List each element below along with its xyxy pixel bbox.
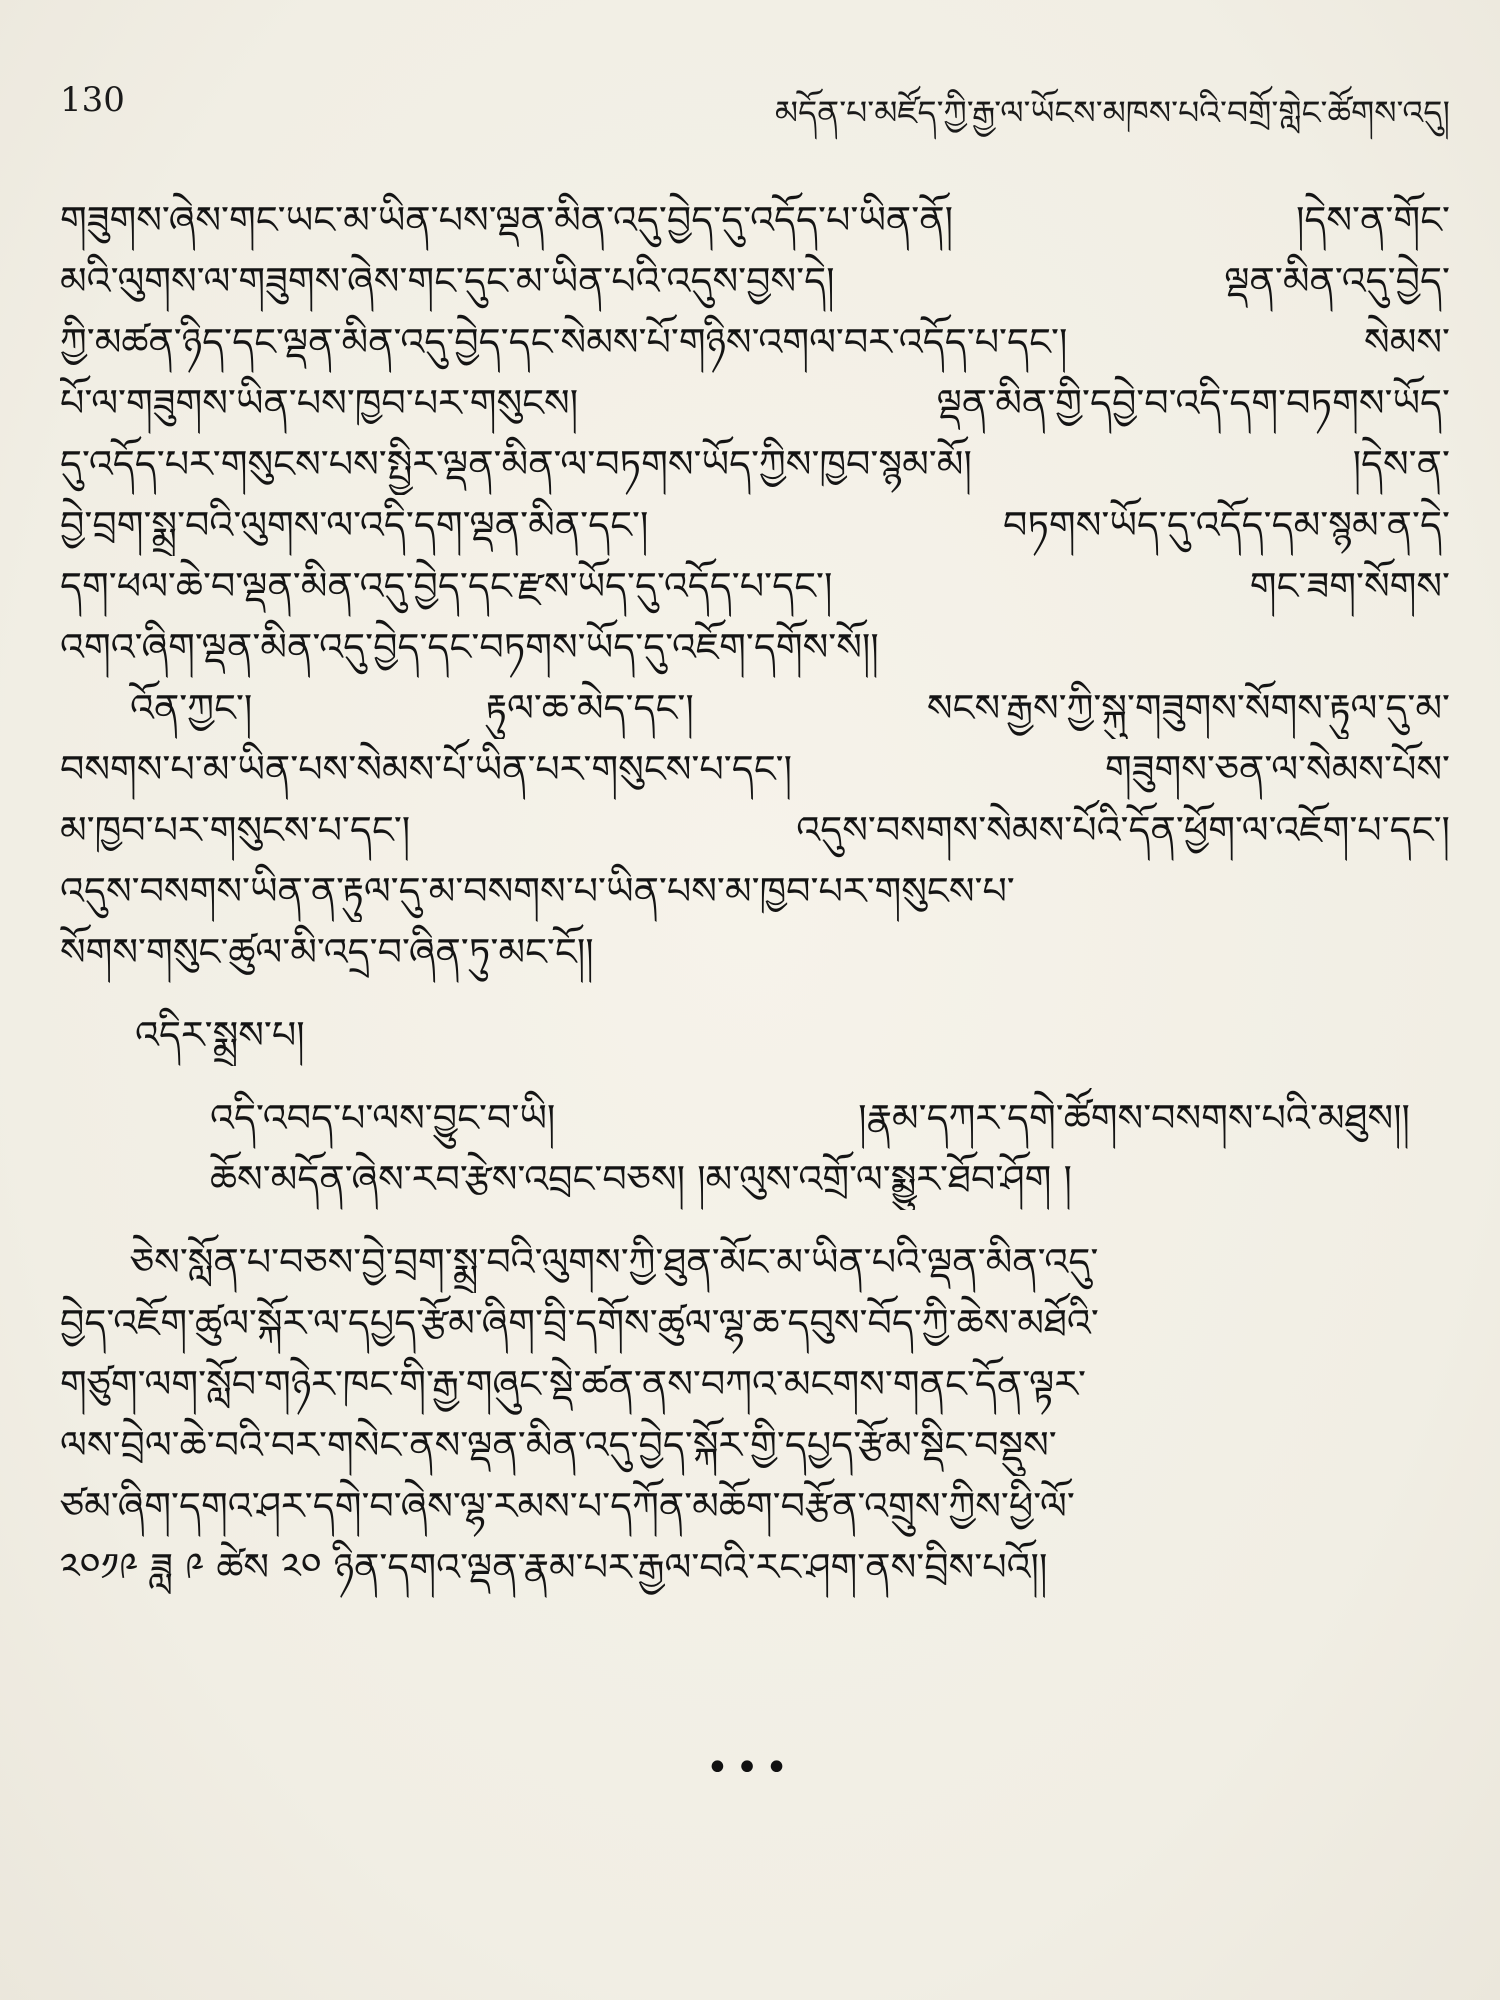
verse-line: ཆོས་མདོན་ཞེས་རབ་རྩེས་འབྲང་བཅས། །མ་ལུས་འགྲོ་ལ་སྨྱུར་ཐོབ་ཤོག ། xyxy=(210,1157,1072,1201)
text-line: ལས་བྲེལ་ཆེ་བའི་བར་གསེང་ནས་ལྡན་མིན་འདུ་བྱེད་སྐོར་གྱི་དཔྱད་རྩོམ་སྡིང་བསྡུས་ xyxy=(60,1423,1057,1467)
closing-paragraph xyxy=(60,1232,1450,1598)
text-line: བསགས་པ་མ་ཡིན་པས་སེམས་པོ་ཡིན་པར་གསུངས་པ་དང་། གཟུགས་ཅན་ལ་སེམས་པོས་ xyxy=(60,747,1450,791)
text-line: པོ་ལ་གཟུགས་ཡིན་པས་ཁྱབ་པར་གསུངས། ལྡན་མིན་གྱི་དབྱེ་བ་འདི་དག་བཏགས་ཡོད་ xyxy=(60,381,1450,425)
page-header xyxy=(60,72,1450,132)
verse xyxy=(60,1088,1450,1210)
spacer xyxy=(60,983,1450,1005)
text-line: གཟུགས་ཞེས་གང་ཡང་མ་ཡིན་པས་ལྡན་མིན་འདུ་བྱེད་དུ་འདོད་པ་ཡིན་ནོ། །དེས་ན་གོང་ xyxy=(60,198,1450,242)
text-line: དག་ཕལ་ཆེ་བ་ལྡན་མིན་འདུ་བྱེད་དང་རྫས་ཡོད་དུ་འདོད་པ་དང་། གང་ཟག་སོགས་ xyxy=(60,564,1450,608)
text-line: འདུས་བསགས་ཡིན་ན་རྟུལ་དུ་མ་བསགས་པ་ཡིན་པས་མ་ཁྱབ་པར་གསུངས་པ་ xyxy=(60,869,1015,913)
text-line: ཙམ་ཞིག་དགའ་ཤར་དགེ་བ་ཞེས་ལྷ་རམས་པ་དཀོན་མཆོག་བརྩོན་འགྲུས་ཀྱིས་ཕྱི་ལོ་ xyxy=(60,1484,1075,1528)
body-text xyxy=(60,190,1450,1598)
text-line: མ་ཁྱབ་པར་གསུངས་པ་དང་། འདུས་བསགས་སེམས་པོའི་དོན་ཕྱོག་ལ་འཇོག་པ་དང་། xyxy=(60,808,1450,852)
text-line: འོན་ཀྱང་། རྟུལ་ཆ་མེད་དང་། སངས་རྒྱས་ཀྱི་སྐུ་གཟུགས་སོགས་རྟུལ་དུ་མ་ xyxy=(130,686,1450,730)
text-line: སོགས་གསུང་ཚུལ་མི་འདྲ་བ་ཞིན་ཏུ་མང་ངོ།། xyxy=(60,930,594,974)
page-number: 130 xyxy=(60,80,125,120)
verse-line: འདི་འབད་པ་ལས་བྱུང་བ་ཡི། །རྣམ་དཀར་དགེ་ཚོགས་བསགས་པའི་མཐུས།། xyxy=(210,1096,1410,1140)
text-line: མའི་ལུགས་ལ་གཟུགས་ཞེས་གང་དུང་མ་ཡིན་པའི་འདུས་བྱས་དེ། ལྡན་མིན་འདུ་བྱེད་ xyxy=(60,259,1450,303)
running-title: མདོན་པ་མཛོད་ཀྱི་རྒྱ་ལ་ཡོངས་མཁས་པའི་བགྲོ་གླེང་ཚོགས་འདུ། xyxy=(774,93,1450,132)
end-ornament: ••• xyxy=(705,1745,795,1791)
text-line: ༢༠༡༩ ཟླ ༩ ཚེས ༢༠ ཉིན་དགའ་ལྡན་རྣམ་པར་རྒྱལ་བའི་རང་ཤག་ནས་བྲིས་པའོ།། xyxy=(60,1545,1048,1589)
text-line: བྱེད་འཇོག་ཚུལ་སྐོར་ལ་དཔྱད་རྩོམ་ཞིག་བྲི་དགོས་ཚུལ་ལྷ་ཆ་དབུས་བོད་ཀྱི་ཆེས་མཐོའི་ xyxy=(60,1301,1099,1345)
paragraph-1 xyxy=(60,190,1450,678)
text-line: གཙུག་ལག་སློབ་གཉེར་ཁང་གི་རྒྱ་གཞུང་སྡེ་ཚན་ནས་བཀའ་མངགས་གནང་དོན་ལྟར་ xyxy=(60,1362,1087,1406)
text-line: བྱེ་བྲག་སྨྲ་བའི་ལུགས་ལ་འདི་དག་ལྡན་མིན་དང་། བཏགས་ཡོད་དུ་འདོད་དམ་སྙམ་ན་དེ་ xyxy=(60,503,1450,547)
text-line: ཅེས་སློན་པ་བཅས་བྱེ་བྲག་སྨྲ་བའི་ལུགས་ཀྱི་ཐུན་མོང་མ་ཡིན་པའི་ལྡན་མིན་འདུ་ xyxy=(130,1240,1099,1284)
text-line: འགའ་ཞིག་ལྡན་མིན་འདུ་བྱེད་དང་བཏགས་ཡོད་དུ་འཇོག་དགོས་སོ།། xyxy=(60,625,879,669)
spacer xyxy=(60,1066,1450,1088)
verse-intro: འདིར་སྨྲས་པ། xyxy=(135,1013,305,1057)
paragraph-2 xyxy=(60,678,1450,983)
text-line: དུ་འདོད་པར་གསུངས་པས་སྤྱིར་ལྡན་མིན་ལ་བཏགས་ཡོད་ཀྱིས་ཁྱབ་སྙམ་མོ། །དེས་ན་ xyxy=(60,442,1450,486)
spacer xyxy=(60,1210,1450,1232)
text-line: ཀྱི་མཚན་ཉིད་དང་ལྡན་མིན་འདུ་བྱེད་དང་སེམས་པོ་གཉིས་འགལ་བར་འདོད་པ་དང་། སེམས་ xyxy=(60,320,1450,364)
